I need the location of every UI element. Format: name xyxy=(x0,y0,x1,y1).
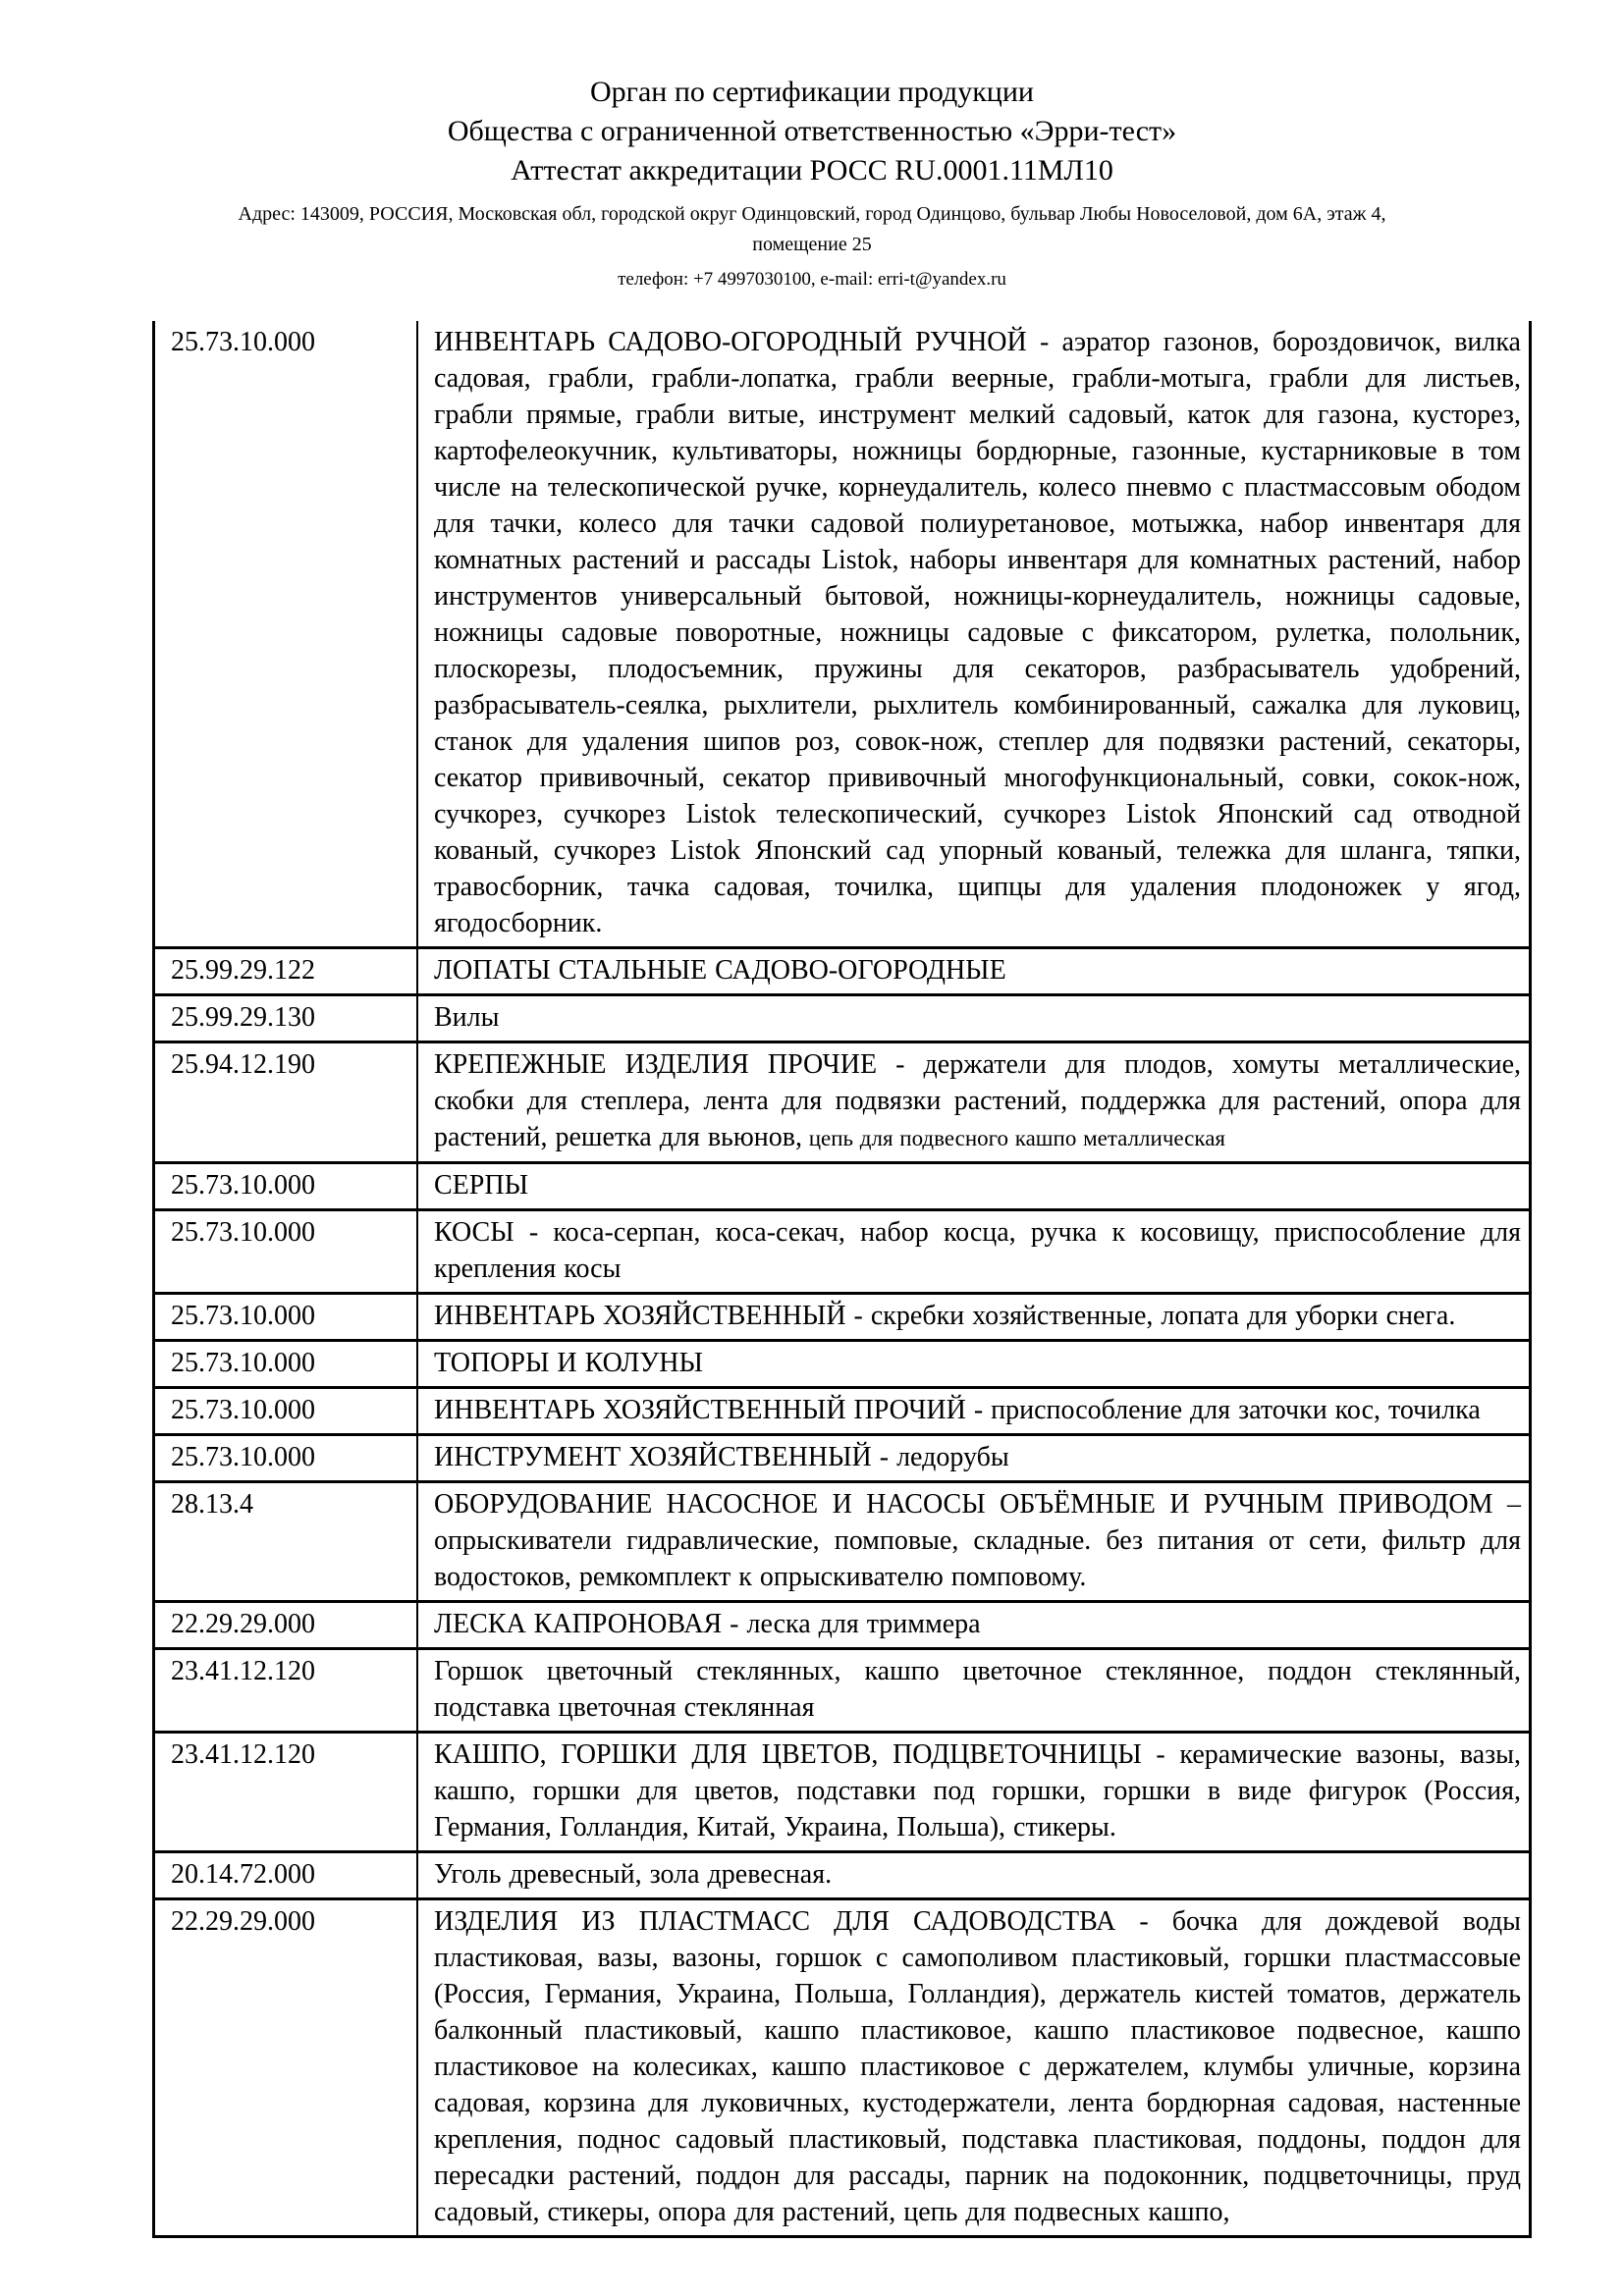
code-cell: 25.73.10.000 xyxy=(154,321,418,948)
description-cell: ИНВЕНТАРЬ САДОВО-ОГОРОДНЫЙ РУЧНОЙ - аэратор газонов, бороздовичок, вилка садовая, грабли, грабли-лопатка, грабли веерные, грабли-мотыга, грабли для листьев, грабли прямые, грабли витые, инструмент мелкий садовый, каток для газона, кусторез, картофелеокучник, культиваторы, ножницы бордюрные, газонные, кустарниковые в том числе на телескопической ручке, корнеудалитель, колесо пневмо с пластмассовым ободом для тачки, колесо для тачки садовой полиуретановое, мотыжка, набор инвентаря для комнатных растений и рассады Listok, наборы инвентаря для комнатных растений, набор инструментов универсальный бытовой, ножницы-корнеудалитель, ножницы садовые, ножницы садовые поворотные, ножницы садовые с фиксатором, рулетка, полольник, плоскорезы, плодосъемник, пружины для секаторов, разбрасыватель удобрений, разбрасыватель-сеялка, рыхлители, рыхлитель комбинированный, сажалка для луковиц, станок для удаления шипов роз, совок-нож, степлер для подвязки растений, секаторы, секатор прививочный, секатор прививочный многофункциональный, совки, сокок-нож, сучкорез, сучкорез Listok телескопический, сучкорез Listok Японский сад отводной кованый, сучкорез Listok Японский сад упорный кованый, тележка для шланга, тяпки, травосборник, тачка садовая, точилка, щипцы для удаления плодоножек у ягод, ягодосборник. xyxy=(417,321,1531,948)
code-cell: 25.99.29.122 xyxy=(154,948,418,995)
code-cell: 25.94.12.190 xyxy=(154,1042,418,1163)
header-address-line2: помещение 25 xyxy=(752,234,872,255)
header-org-type: Орган по сертификации продукции xyxy=(590,76,1034,108)
code-cell: 22.29.29.000 xyxy=(154,1602,418,1649)
table-row xyxy=(154,1435,1531,1482)
document-header xyxy=(0,0,1624,294)
code-cell: 23.41.12.120 xyxy=(154,1733,418,1852)
description-small-text: цепь для подвесного кашпо металлическая xyxy=(801,1126,1226,1150)
description-cell: ИЗДЕЛИЯ ИЗ ПЛАСТМАСС ДЛЯ САДОВОДСТВА - бочка для дождевой воды пластиковая, вазы, вазоны, горшок с самополивом пластиковый, горшки пластмассовые (Россия, Германия, Украина, Польша, Голландия), держатель кистей томатов, держатель балконный пластиковый, кашпо пластиковое, кашпо пластиковое подвесное, кашпо пластиковое на колесиках, кашпо пластиковое с держателем, клумбы уличные, корзина садовая, корзина для луковичных, кустодержатели, лента бордюрная садовая, настенные крепления, поднос садовый пластиковый, подставка пластиковая, поддоны, поддон для пересадки растений, поддон для рассады, парник на подоконник, подцветочницы, пруд садовый, стикеры, опора для растений, цепь для подвесных кашпо, xyxy=(417,1899,1531,2237)
table-row xyxy=(154,1210,1531,1294)
description-cell: КОСЫ - коса-серпан, коса-секач, набор косца, ручка к косовищу, приспособление для крепления косы xyxy=(417,1210,1531,1294)
description-cell: ЛЕСКА КАПРОНОВАЯ - леска для триммера xyxy=(417,1602,1531,1649)
description-cell: Уголь древесный, зола древесная. xyxy=(417,1852,1531,1899)
header-address-line1: Адрес: 143009, РОССИЯ, Московская обл, городской округ Одинцовский, город Одинцово, бульвар Любы Новоселовой, дом 6А, этаж 4, xyxy=(238,203,1386,225)
description-cell: ИНВЕНТАРЬ ХОЗЯЙСТВЕННЫЙ - скребки хозяйственные, лопата для уборки снега. xyxy=(417,1294,1531,1341)
description-cell: Вилы xyxy=(417,995,1531,1042)
table-row xyxy=(154,1852,1531,1899)
code-cell: 25.99.29.130 xyxy=(154,995,418,1042)
header-contact: телефон: +7 4997030100, e-mail: erri-t@yandex.ru xyxy=(618,269,1006,290)
description-cell: КРЕПЕЖНЫЕ ИЗДЕЛИЯ ПРОЧИЕ - держатели для плодов, хомуты металлические, скобки для степлера, лента для подвязки растений, поддержка для растений, опора для растений, решетка для вьюнов, цепь для подвесного кашпо металлическая xyxy=(417,1042,1531,1163)
header-accreditation: Аттестат аккредитации РОСС RU.0001.11МЛ10 xyxy=(511,154,1113,187)
description-cell: ТОПОРЫ И КОЛУНЫ xyxy=(417,1341,1531,1388)
table-row xyxy=(154,1294,1531,1341)
table-row xyxy=(154,1899,1531,2237)
description-cell: Горшок цветочный стеклянных, кашпо цветочное стеклянное, поддон стеклянный, подставка цветочная стеклянная xyxy=(417,1649,1531,1733)
code-cell: 25.73.10.000 xyxy=(154,1210,418,1294)
code-cell: 25.73.10.000 xyxy=(154,1294,418,1341)
description-cell: ОБОРУДОВАНИЕ НАСОСНОЕ И НАСОСЫ ОБЪЁМНЫЕ И РУЧНЫМ ПРИВОДОМ – опрыскиватели гидравлические, помповые, складные. без питания от сети, фильтр для водостоков, ремкомплект к опрыскивателю помповому. xyxy=(417,1482,1531,1602)
table-row xyxy=(154,1388,1531,1435)
code-cell: 28.13.4 xyxy=(154,1482,418,1602)
table-row xyxy=(154,1341,1531,1388)
description-cell: ИНСТРУМЕНТ ХОЗЯЙСТВЕННЫЙ - ледорубы xyxy=(417,1435,1531,1482)
table-row xyxy=(154,948,1531,995)
description-cell: КАШПО, ГОРШКИ ДЛЯ ЦВЕТОВ, ПОДЦВЕТОЧНИЦЫ - керамические вазоны, вазы, кашпо, горшки для цветов, подставки под горшки, горшки в виде фигурок (Россия, Германия, Голландия, Китай, Украина, Польша), стикеры. xyxy=(417,1733,1531,1852)
header-org-name: Общества с ограниченной ответственностью «Эрри-тест» xyxy=(447,115,1177,147)
code-cell: 25.73.10.000 xyxy=(154,1163,418,1210)
table-row xyxy=(154,321,1531,948)
table-row xyxy=(154,1163,1531,1210)
code-cell: 25.73.10.000 xyxy=(154,1435,418,1482)
table-row xyxy=(154,995,1531,1042)
code-cell: 23.41.12.120 xyxy=(154,1649,418,1733)
code-cell: 22.29.29.000 xyxy=(154,1899,418,2237)
code-cell: 20.14.72.000 xyxy=(154,1852,418,1899)
description-cell: ЛОПАТЫ СТАЛЬНЫЕ САДОВО-ОГОРОДНЫЕ xyxy=(417,948,1531,995)
code-cell: 25.73.10.000 xyxy=(154,1388,418,1435)
table-row xyxy=(154,1042,1531,1163)
table-row xyxy=(154,1733,1531,1852)
description-cell: ИНВЕНТАРЬ ХОЗЯЙСТВЕННЫЙ ПРОЧИЙ - приспособление для заточки кос, точилка xyxy=(417,1388,1531,1435)
code-cell: 25.73.10.000 xyxy=(154,1341,418,1388)
table-row xyxy=(154,1482,1531,1602)
header-address xyxy=(0,199,1624,260)
description-cell: СЕРПЫ xyxy=(417,1163,1531,1210)
table-row xyxy=(154,1602,1531,1649)
products-table-body xyxy=(154,321,1531,2237)
products-table xyxy=(152,321,1532,2238)
table-row xyxy=(154,1649,1531,1733)
